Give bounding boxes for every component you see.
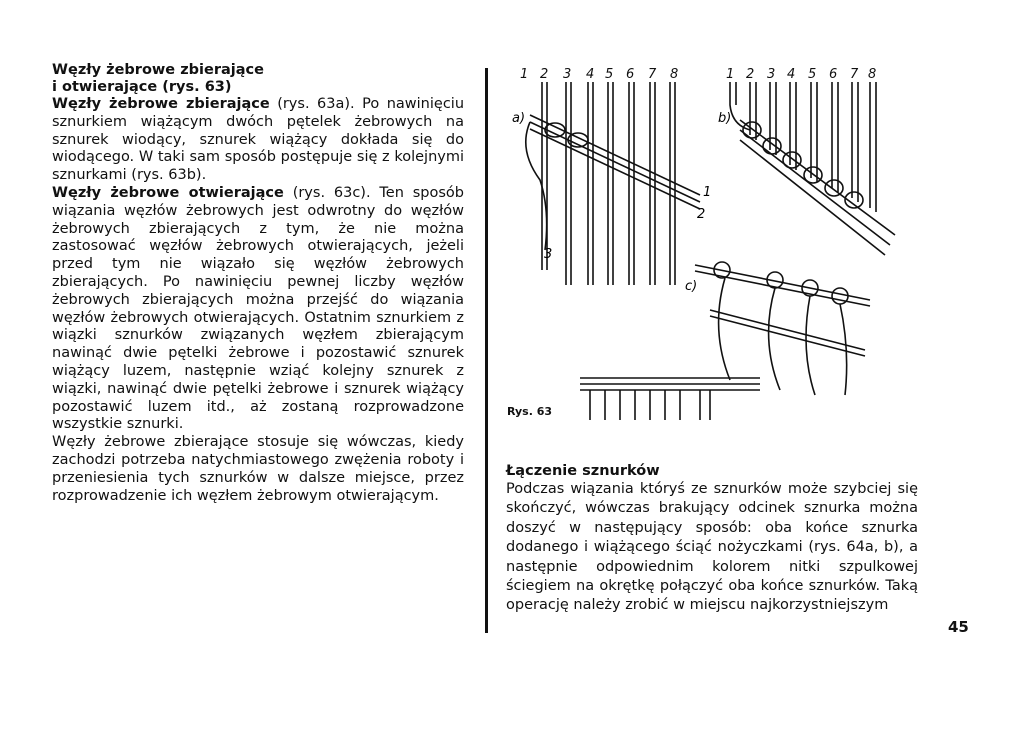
paragraph-otwierajace	[52, 185, 464, 434]
fig-a-num-6: 6	[626, 67, 635, 82]
paragraph-otwierajace-text: (rys. 63c). Ten sposób wiązania węzłów żebrowych jest odwrotny do węzłów żebrowych zbierających z tym, że nie można zastosować węzłów żebrowych otwierających, jeżeli przed tym nie wiązało się węzłów żebrowych zbierających. Po nawinięciu pewnej liczby węzłów żebrowych zbierających można przejść do wiązania węzłów żebrowych otwierających. Ostatnim sznurkiem z wiązki sznurków związanych węzłem zbierającym nawinąć dwie pętelki żebrowe i pozostawić sznurek wiążący luzem, następnie wziąć kolejny sznurek z wiązki, nawinąć dwie pętelki żebrowe i sznurek wiążący pozostawić luzem itd., aż zostaną rozprowadzone wszystkie sznurki.	[52, 184, 464, 433]
figure-c-drawing	[580, 262, 870, 420]
fig-label-b: b)	[718, 111, 732, 126]
right-column	[506, 462, 918, 616]
fig-b-num-6: 6	[829, 67, 838, 82]
fig-b-num-2: 2	[746, 67, 755, 82]
column-divider	[485, 68, 488, 633]
figure-caption: Rys. 63	[507, 405, 553, 418]
fig-label-2: 2	[697, 207, 706, 222]
right-paragraph: Podczas wiązania któryś ze sznurków może szybciej się skończyć, wówczas brakujący odcinek sznurka można doszyć w następujący sposób: oba końce sznurka dodanego i wiążącego ściąć nożyczkami (rys. 64a, b), a następnie odpowiednim kolorem nitki szpulkowej ściegiem na okrętkę połączyć oba końce sznurków. Taką operację należy zrobić w miejscu najkorzystniejszym	[506, 481, 918, 614]
fig-a-num-8: 8	[670, 67, 679, 82]
figure-a-numbers	[520, 67, 678, 82]
paragraph-otwierajace-lead: Węzły żebrowe otwierające	[52, 184, 284, 201]
fig-label-3: 3	[544, 247, 553, 262]
page-number: 45	[948, 618, 969, 636]
fig-b-num-5: 5	[808, 67, 817, 82]
paragraph-usage: Węzły żebrowe zbierające stosuje się wówczas, kiedy zachodzi potrzeba natychmiastowego zwężenia roboty i przeniesienia tych sznurków w dalsze miejsce, przez rozprowadzenie ich węzłem żebrowym otwierającym.	[52, 434, 464, 504]
figure-63-illustration	[500, 60, 920, 420]
figure-b-numbers	[726, 67, 876, 82]
fig-label-c: c)	[685, 279, 698, 294]
fig-a-num-4: 4	[586, 67, 595, 82]
fig-b-num-1: 1	[726, 67, 735, 82]
fig-b-num-7: 7	[850, 67, 859, 82]
figure-b-drawing	[730, 82, 895, 255]
paragraph-zbierajace	[52, 96, 464, 185]
fig-a-num-7: 7	[648, 67, 657, 82]
fig-b-num-3: 3	[767, 67, 776, 82]
fig-a-num-3: 3	[563, 67, 572, 82]
fig-a-num-1: 1	[520, 67, 529, 82]
left-column	[52, 62, 464, 505]
section-heading-line2: i otwierające (rys. 63)	[52, 79, 232, 95]
fig-label-a: a)	[512, 111, 526, 126]
fig-a-num-2: 2	[540, 67, 549, 82]
paragraph-zbierajace-lead: Węzły żebrowe zbierające	[52, 96, 270, 112]
right-section-heading: Łączenie sznurków	[506, 463, 660, 479]
section-heading-line1: Węzły żebrowe zbierające	[52, 62, 264, 78]
fig-a-num-5: 5	[605, 67, 614, 82]
fig-label-1: 1	[703, 185, 712, 200]
fig-b-num-8: 8	[868, 67, 877, 82]
paragraph-zbierajace-text: (rys. 63a). Po nawinięciu sznurkiem wiążącym dwóch pętelek żebrowych na sznurek wiodący, sznurek wiążący dokłada się do wiodącego. W taki sam sposób postępuje się z kolejnymi sznurkami (rys. 63b).	[52, 96, 465, 184]
fig-b-num-4: 4	[787, 67, 796, 82]
